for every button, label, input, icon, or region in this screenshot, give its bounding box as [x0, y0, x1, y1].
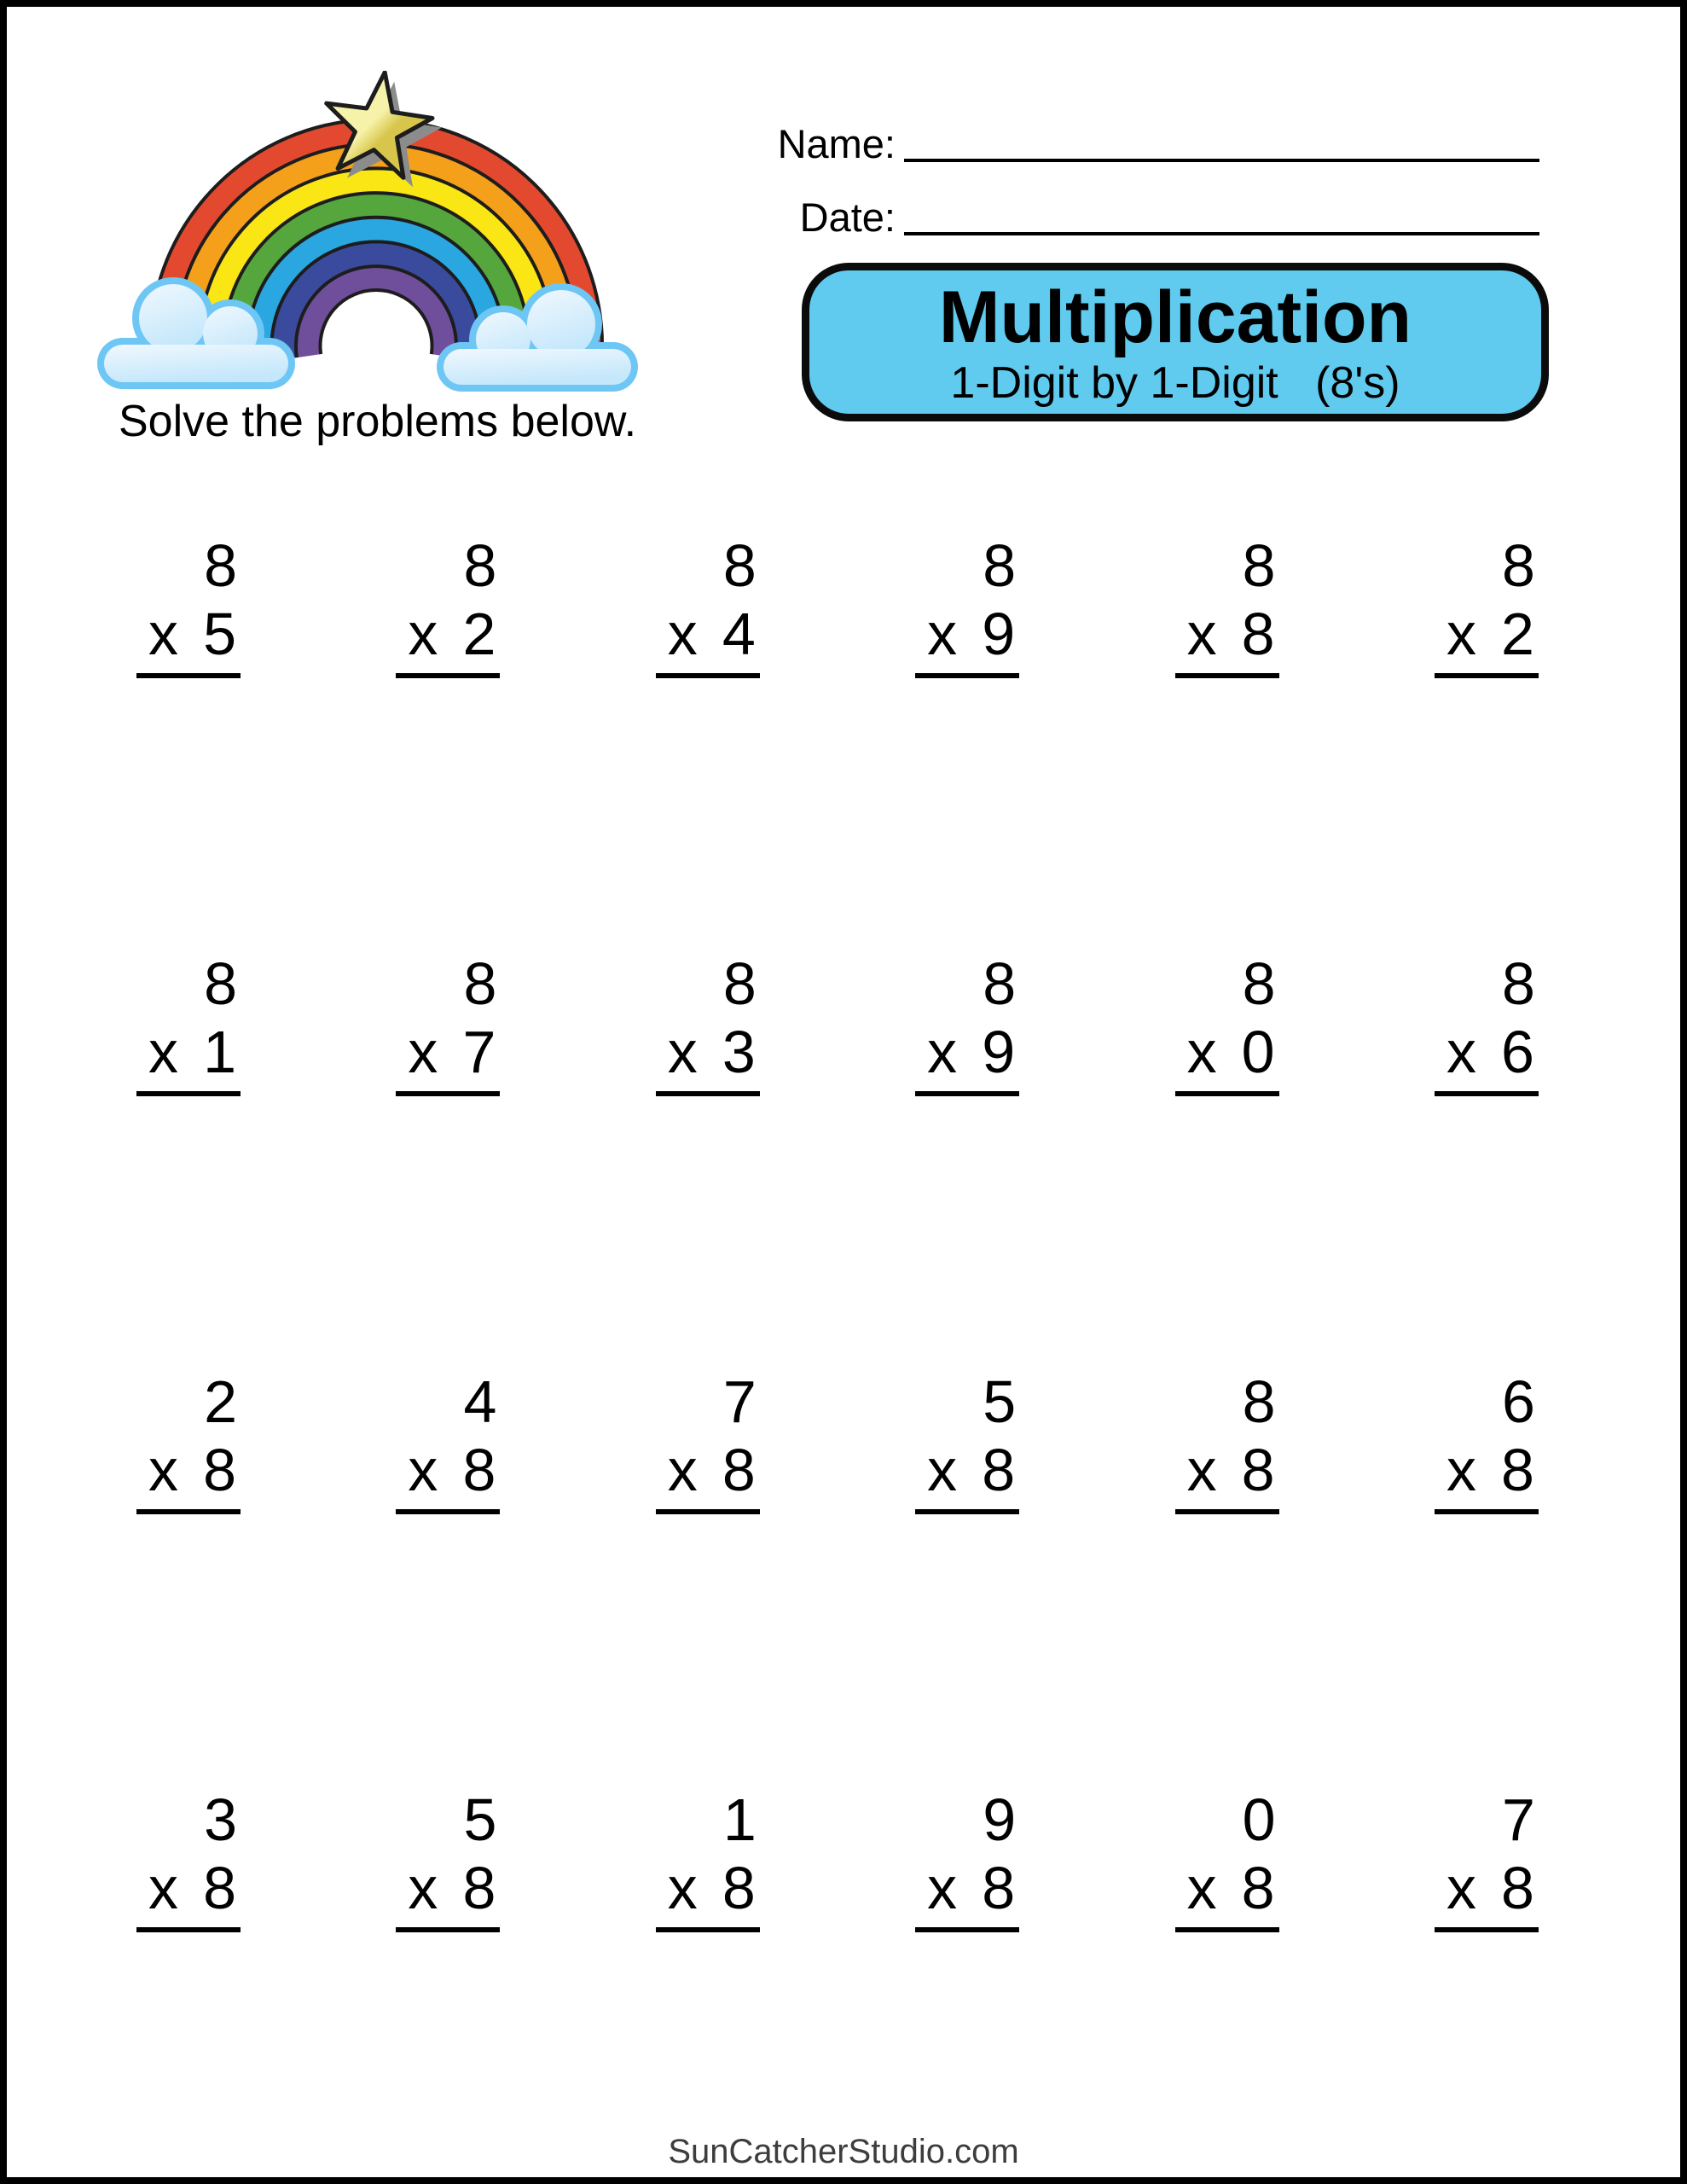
footer-site-text: SunCatcherStudio.com	[668, 2133, 1019, 2170]
multiplier: 2	[1501, 601, 1534, 667]
multiply-operator: x	[927, 601, 958, 667]
multiply-operator: x	[148, 1855, 178, 1921]
multiplicand: 7	[722, 1368, 757, 1435]
multiplier: 2	[462, 601, 496, 667]
multiplicand: 1	[722, 1786, 757, 1853]
rainbow-illustration	[84, 71, 646, 412]
problem-underline	[915, 1018, 1019, 1096]
problem	[396, 1786, 500, 2184]
multiplicand: 8	[1242, 532, 1276, 599]
date-label: Date:	[799, 195, 896, 240]
problem-underline	[136, 600, 241, 678]
multiply-operator: x	[927, 1855, 958, 1921]
problem-underline	[1435, 1436, 1539, 1514]
problem-underline	[136, 1436, 241, 1514]
problem-underline	[656, 1854, 760, 1932]
multiplicand: 8	[463, 532, 497, 599]
problem	[1175, 950, 1279, 1368]
problem-underline	[1435, 1018, 1539, 1096]
multiplier: 8	[462, 1437, 496, 1503]
multiply-operator: x	[667, 1437, 698, 1503]
multiplier: 8	[722, 1437, 756, 1503]
problem	[915, 950, 1019, 1368]
multiplier: 8	[462, 1855, 496, 1921]
problem	[1175, 1786, 1279, 2184]
title-badge	[802, 263, 1549, 421]
multiplier: 8	[203, 1855, 236, 1921]
multiplier: 6	[1501, 1019, 1534, 1085]
problem	[136, 950, 241, 1368]
name-blank-line	[904, 109, 1539, 162]
problem	[1175, 1368, 1279, 1786]
problem-underline	[656, 1018, 760, 1096]
multiply-operator: x	[148, 1019, 178, 1085]
multiplicand: 2	[204, 1368, 237, 1435]
problem-underline	[396, 1854, 500, 1932]
multiplicand: 8	[1502, 532, 1535, 599]
multiplier: 7	[462, 1019, 496, 1085]
multiply-operator: x	[1186, 1437, 1217, 1503]
multiply-operator: x	[1186, 1019, 1217, 1085]
multiplier: 8	[1241, 601, 1275, 667]
multiply-operator: x	[1446, 601, 1476, 667]
multiplicand: 8	[983, 950, 1017, 1017]
name-field	[674, 109, 1539, 169]
worksheet-title: Multiplication	[938, 276, 1412, 358]
multiplicand: 8	[983, 532, 1017, 599]
problem	[656, 950, 760, 1368]
multiplier: 8	[722, 1855, 756, 1921]
multiplier: 8	[982, 1855, 1016, 1921]
multiplier: 8	[203, 1437, 236, 1503]
multiplicand: 8	[722, 532, 757, 599]
multiplicand: 8	[1502, 950, 1535, 1017]
problem-underline	[1175, 1854, 1279, 1932]
multiplicand: 0	[1242, 1786, 1276, 1853]
multiply-operator: x	[408, 1019, 438, 1085]
multiplicand: 3	[204, 1786, 237, 1853]
problem-underline	[396, 1018, 500, 1096]
problem-underline	[396, 1436, 500, 1514]
multiply-operator: x	[1186, 1855, 1217, 1921]
problem-underline	[1435, 600, 1539, 678]
multiplier: 9	[982, 601, 1016, 667]
multiplicand: 8	[722, 950, 757, 1017]
multiplicand: 7	[1502, 1786, 1535, 1853]
problem	[1435, 1368, 1539, 1786]
multiplier: 1	[203, 1019, 236, 1085]
multiplier: 8	[982, 1437, 1016, 1503]
multiply-operator: x	[1446, 1437, 1476, 1503]
multiplicand: 5	[463, 1786, 497, 1853]
problem	[396, 531, 500, 950]
problem	[1435, 1786, 1539, 2184]
problem	[396, 950, 500, 1368]
problem-underline	[1175, 600, 1279, 678]
multiplier: 8	[1241, 1437, 1275, 1503]
multiplicand: 4	[463, 1368, 497, 1435]
multiplier: 8	[1501, 1855, 1534, 1921]
multiplier: 3	[722, 1019, 756, 1085]
problem-underline	[1435, 1854, 1539, 1932]
worksheet-subtitle: 1-Digit by 1-Digit (8's)	[950, 358, 1400, 408]
problem-underline	[656, 600, 760, 678]
multiplicand: 5	[983, 1368, 1017, 1435]
problem	[1175, 531, 1279, 950]
multiply-operator: x	[148, 1437, 178, 1503]
problem	[656, 1786, 760, 2184]
problem-underline	[915, 1436, 1019, 1514]
problem-underline	[136, 1018, 241, 1096]
problem	[656, 531, 760, 950]
multiplier: 5	[203, 601, 236, 667]
multiply-operator: x	[667, 1019, 698, 1085]
problem-underline	[396, 600, 500, 678]
problem	[915, 531, 1019, 950]
multiplier: 0	[1241, 1019, 1275, 1085]
multiplier: 9	[982, 1019, 1016, 1085]
multiplicand: 8	[1242, 1368, 1276, 1435]
multiplicand: 8	[463, 950, 497, 1017]
multiplicand: 9	[983, 1786, 1017, 1853]
problem-underline	[136, 1854, 241, 1932]
name-label: Name:	[777, 121, 896, 166]
multiply-operator: x	[927, 1437, 958, 1503]
problem-underline	[915, 600, 1019, 678]
multiplicand: 6	[1502, 1368, 1535, 1435]
multiply-operator: x	[408, 601, 438, 667]
multiply-operator: x	[667, 1855, 698, 1921]
problem	[915, 1786, 1019, 2184]
problems-grid	[136, 531, 1539, 2184]
problem	[915, 1368, 1019, 1786]
multiply-operator: x	[667, 601, 698, 667]
multiplicand: 8	[1242, 950, 1276, 1017]
multiplier: 8	[1241, 1855, 1275, 1921]
problem	[136, 1368, 241, 1786]
multiplier: 4	[722, 601, 756, 667]
multiply-operator: x	[1446, 1855, 1476, 1921]
multiplier: 8	[1501, 1437, 1534, 1503]
multiply-operator: x	[408, 1437, 438, 1503]
multiply-operator: x	[1186, 601, 1217, 667]
problem-underline	[1175, 1018, 1279, 1096]
problem	[136, 1786, 241, 2184]
problem	[656, 1368, 760, 1786]
multiplicand: 8	[204, 950, 237, 1017]
problem	[396, 1368, 500, 1786]
multiply-operator: x	[408, 1855, 438, 1921]
date-field	[674, 183, 1539, 242]
problem-underline	[656, 1436, 760, 1514]
multiplicand: 8	[204, 532, 237, 599]
problem-underline	[915, 1854, 1019, 1932]
problem	[1435, 531, 1539, 950]
date-blank-line	[904, 183, 1539, 235]
problem-underline	[1175, 1436, 1279, 1514]
multiply-operator: x	[148, 601, 178, 667]
problem	[136, 531, 241, 950]
instruction-text: Solve the problems below.	[119, 397, 637, 446]
problem	[1435, 950, 1539, 1368]
multiply-operator: x	[927, 1019, 958, 1085]
multiply-operator: x	[1446, 1019, 1476, 1085]
